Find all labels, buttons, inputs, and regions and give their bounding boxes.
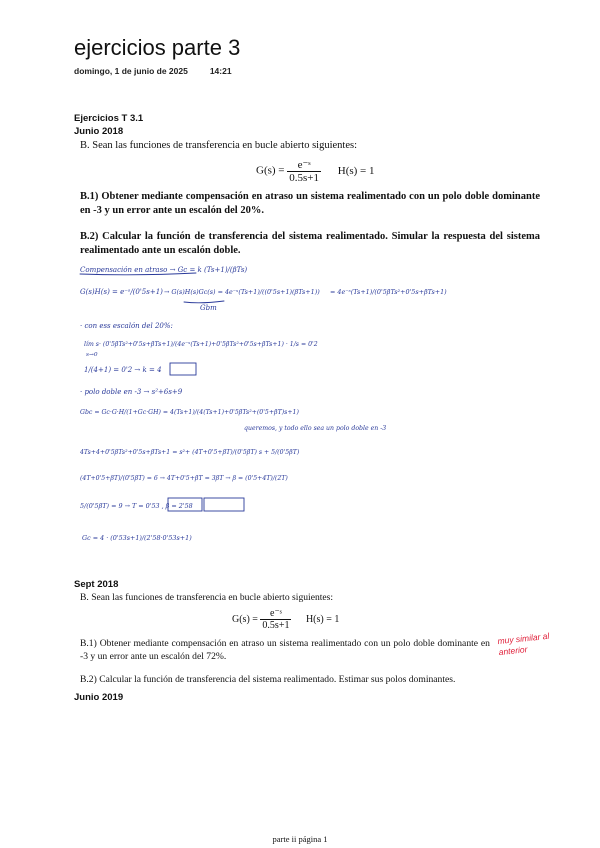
hw-line-queremos: queremos, y todo ello sea un polo doble en -3: [244, 425, 387, 432]
problem1-b2-text: Calcular la función de transferencia del sistema realimentado. Simular la respuesta del sistema realimentado ante un escalón doble.: [80, 231, 540, 256]
page-date: domingo, 1 de junio de 2025: [74, 66, 188, 76]
problem1-g-lhs: G(s) =: [256, 164, 285, 177]
hw-box-k: [170, 363, 196, 375]
hw-line-limit: lím s· (0'5βTs²+0'5s+βTs+1)/(4e⁻ˢ(Ts+1)+0'5βTs²+0'5s+βTs+1) · 1/s = 0'2: [84, 341, 318, 348]
hw-line-error: · con ess escalón del 20%:: [80, 322, 173, 330]
exercises-heading: Ejercicios T 3.1: [74, 113, 144, 124]
hw-line-ghgc: → G(s)H(s)Gc(s) = 4e⁻ˢ(Ts+1)/((0'5s+1)(βTs+1)): [164, 288, 320, 296]
problem2-g-lhs: G(s) =: [232, 613, 258, 625]
page-title: ejercicios parte 3: [74, 35, 241, 60]
hw-line-ghgc-expanded: = 4e⁻ˢ(Ts+1)/(0'5βTs²+0'5s+βTs+1): [330, 288, 447, 296]
problem1-b2: [80, 230, 540, 257]
problem2-b1-label: B.1): [80, 638, 97, 649]
handwritten-solution: [76, 262, 516, 562]
hw-note-gbm: Gbm: [200, 304, 217, 312]
hw-line-gh: G(s)H(s) = e⁻ˢ/(0'5s+1): [80, 288, 163, 296]
problem1-g-numerator: e⁻ˢ: [287, 158, 321, 172]
problem2-b2: [80, 674, 455, 687]
hw-line-gc-final: Gc = 4 · (0'53s+1)/(2'58·0'53s+1): [82, 534, 192, 542]
problem1-b2-label: B.2): [80, 231, 99, 242]
problem1-statement: B. Sean las funciones de transferencia en bucle abierto siguientes:: [80, 140, 357, 151]
section-junio-2018: Junio 2018: [74, 126, 124, 137]
page-time: 14:21: [209, 66, 232, 76]
problem1-transfer-functions: [256, 158, 375, 184]
page-date-line: [74, 66, 232, 76]
problem2-transfer-functions: [232, 608, 339, 631]
hw-line-k: 1/(4+1) = 0'2 → k = 4: [84, 366, 162, 374]
problem2-statement: B. Sean las funciones de transferencia en bucle abierto siguientes:: [80, 592, 334, 603]
problem1-g-fraction: [287, 158, 321, 184]
hw-underline-2: [184, 301, 224, 303]
problem2-b2-label: B.2): [80, 674, 97, 685]
problem1-b1: [80, 190, 540, 217]
problem2-annotation: muy similar al anterior: [497, 630, 550, 658]
hw-line-polo-doble: · polo doble en -3 → s²+6s+9: [80, 388, 183, 396]
hw-line-beta: (4T+0'5+βT)/(0'5βT) = 6 → 4T+0'5+βT = 3βT → β = (0'5+4T)/(2T): [80, 475, 288, 482]
problem1-b1-label: B.1): [80, 191, 99, 202]
problem2-b2-text: Calcular la función de transferencia del sistema realimentado. Estimar sus polos dominantes.: [99, 674, 456, 685]
problem2-h: H(s) = 1: [305, 613, 340, 625]
hw-line-compensacion: Compensación en atraso → Gc = k (Ts+1)/(βTs): [80, 266, 248, 274]
hw-line-gbc: Gbc = Gc·G·H/(1+Gc·GH) = 4(Ts+1)/(4(Ts+1)+0'5βTs²+(0'5+βT)s+1): [80, 409, 299, 416]
problem2-g-numerator: e⁻ˢ: [260, 608, 291, 620]
problem2-g-fraction: [260, 608, 291, 631]
problem1-h: H(s) = 1: [337, 164, 375, 177]
hw-box-beta: [204, 498, 244, 511]
section-junio-2019: Junio 2019: [74, 692, 124, 703]
page-footer: parte ii página 1: [272, 834, 328, 844]
problem2-b1-text: Obtener mediante compensación en atraso un sistema realimentado con un polo doble dominante en -3 y un error ante un escalón del 72%.: [80, 638, 490, 662]
hw-line-limit-sub: s→0: [86, 352, 98, 358]
problem1-b1-text: Obtener mediante compensación en atraso un sistema realimentado con un polo doble dominante en -3 y un error ante un escalón del 20%.: [80, 191, 540, 216]
problem2-g-denominator: 0.5s+1: [262, 620, 290, 631]
hw-line-t-beta: 5/(0'5βT) = 9 → T = 0'53 , β = 2'58: [80, 502, 193, 510]
hw-line-matching: 4Ts+4+0'5βTs²+0'5s+βTs+1 = s²+ (4T+0'5+βT)/(0'5βT) s + 5/(0'5βT): [80, 449, 300, 456]
problem1-g-denominator: 0.5s+1: [289, 172, 319, 184]
problem2-b1: [80, 638, 490, 663]
section-sept-2018: Sept 2018: [74, 579, 119, 590]
